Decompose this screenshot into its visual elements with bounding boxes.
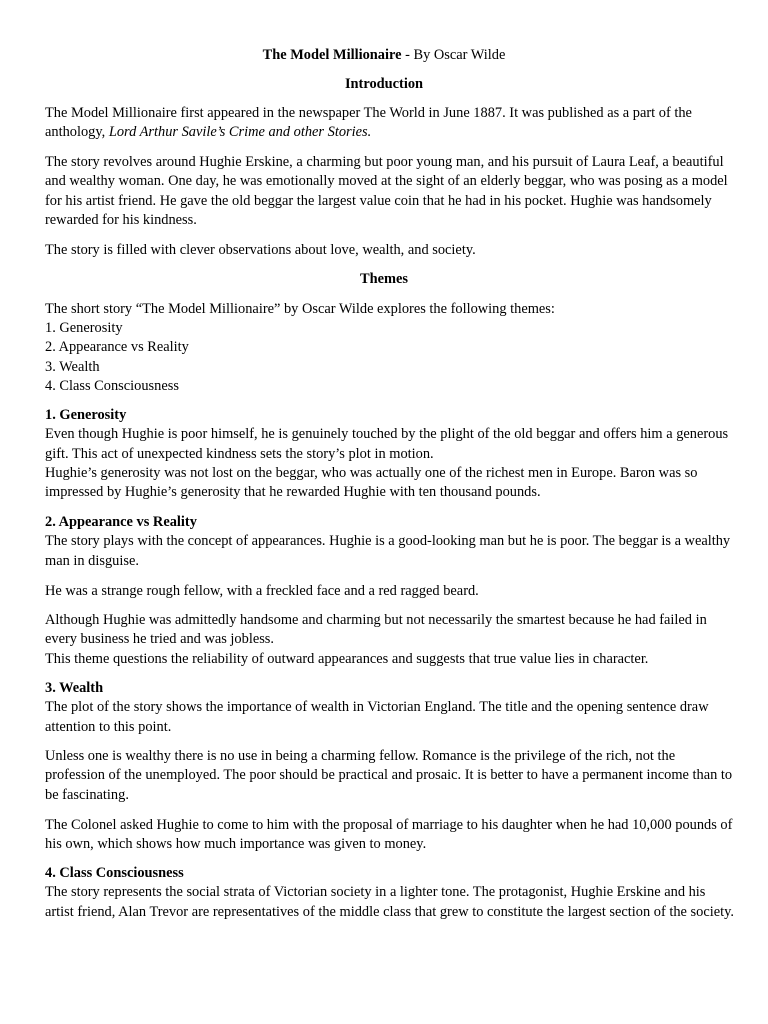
title-main: The Model Millionaire bbox=[262, 47, 402, 63]
wealth-heading: 3. Wealth bbox=[45, 680, 104, 696]
wealth-paragraph-2: Unless one is wealthy there is no use in being a charming fellow. Romance is the privilege of the rich, not the profession of the unemployed. The poor should be practical and prosaic. It is better to have a permanent income than to be fascinating. bbox=[45, 748, 733, 803]
appearance-paragraph-3-line-1: Although Hughie was admittedly handsome and charming but not necessarily the smartest because he had failed in every business he tried and was jobless. bbox=[45, 612, 707, 648]
document-title bbox=[0, 46, 768, 65]
generosity-section bbox=[45, 406, 735, 502]
introduction-paragraph-3: The story is filled with clever observations about love, wealth, and society. bbox=[45, 242, 476, 258]
themes-list-item: 1. Generosity bbox=[45, 320, 123, 336]
themes-list-item: 2. Appearance vs Reality bbox=[45, 339, 189, 356]
appearance-section bbox=[45, 513, 735, 571]
themes-list-item: 3. Wealth bbox=[45, 358, 100, 375]
appearance-heading: 2. Appearance vs Reality bbox=[45, 514, 197, 530]
wealth-section bbox=[45, 679, 735, 737]
wealth-paragraph-3: The Colonel asked Hughie to come to him with the proposal of marriage to his daughter when he had 10,000 pounds of his own, which shows how much importance was given to money. bbox=[45, 817, 733, 853]
themes-list-item: 4. Class Consciousness bbox=[45, 377, 179, 394]
class-paragraph-1: The story represents the social strata of Victorian society in a lighter tone. The protagonist, Hughie Erskine and his artist friend, Alan Trevor are representatives of the middle class that grew to constitute the largest section of the society. bbox=[45, 884, 734, 920]
title-byline: - By Oscar Wilde bbox=[401, 47, 506, 63]
appearance-paragraph-3-line-2: This theme questions the reliability of outward appearances and suggests that true value lies in character. bbox=[45, 650, 649, 667]
themes-heading: Themes bbox=[360, 271, 408, 287]
class-section bbox=[45, 864, 735, 922]
introduction-paragraph-2: The story revolves around Hughie Erskine, a charming but poor young man, and his pursuit of Laura Leaf, a beautiful and wealthy woman. One day, he was emotionally moved at the sight of an elderly beggar, who was posing as a model for his artist friend. He gave the old beggar the largest value coin that he had in his pocket. Hughie was handsomely rewarded for his kindness. bbox=[45, 154, 728, 228]
themes-lead: The short story “The Model Millionaire” by Oscar Wilde explores the following themes: bbox=[45, 301, 555, 317]
class-heading: 4. Class Consciousness bbox=[45, 865, 184, 881]
introduction-paragraph-1 bbox=[45, 104, 735, 143]
anthology-title: Lord Arthur Savile’s Crime and other Stories. bbox=[108, 124, 372, 141]
themes-list bbox=[45, 319, 735, 396]
generosity-heading: 1. Generosity bbox=[45, 407, 127, 423]
appearance-paragraph-3 bbox=[45, 611, 735, 669]
appearance-paragraph-2: He was a strange rough fellow, with a freckled face and a red ragged beard. bbox=[45, 583, 479, 599]
wealth-paragraph-1: The plot of the story shows the importance of wealth in Victorian England. The title and the opening sentence draw attention to this point. bbox=[45, 699, 709, 735]
introduction-heading: Introduction bbox=[344, 76, 424, 92]
appearance-paragraph-1: The story plays with the concept of appearances. Hughie is a good-looking man but he is poor. The beggar is a wealthy man in disguise. bbox=[45, 533, 731, 569]
generosity-paragraph-1: Even though Hughie is poor himself, he is genuinely touched by the plight of the old beggar and offers him a generous gift. This act of unexpected kindness sets the story’s plot in motion. bbox=[45, 426, 729, 462]
generosity-paragraph-2: Hughie’s generosity was not lost on the beggar, who was actually one of the richest men in Europe. Baron was so impressed by Hughie’s generosity that he rewarded Hughie with ten thousand pounds. bbox=[45, 464, 698, 501]
introduction-paragraph-1-text: The Model Millionaire first appeared in the newspaper The World in June 1887. It was published as a part of the anthology, bbox=[45, 105, 692, 141]
